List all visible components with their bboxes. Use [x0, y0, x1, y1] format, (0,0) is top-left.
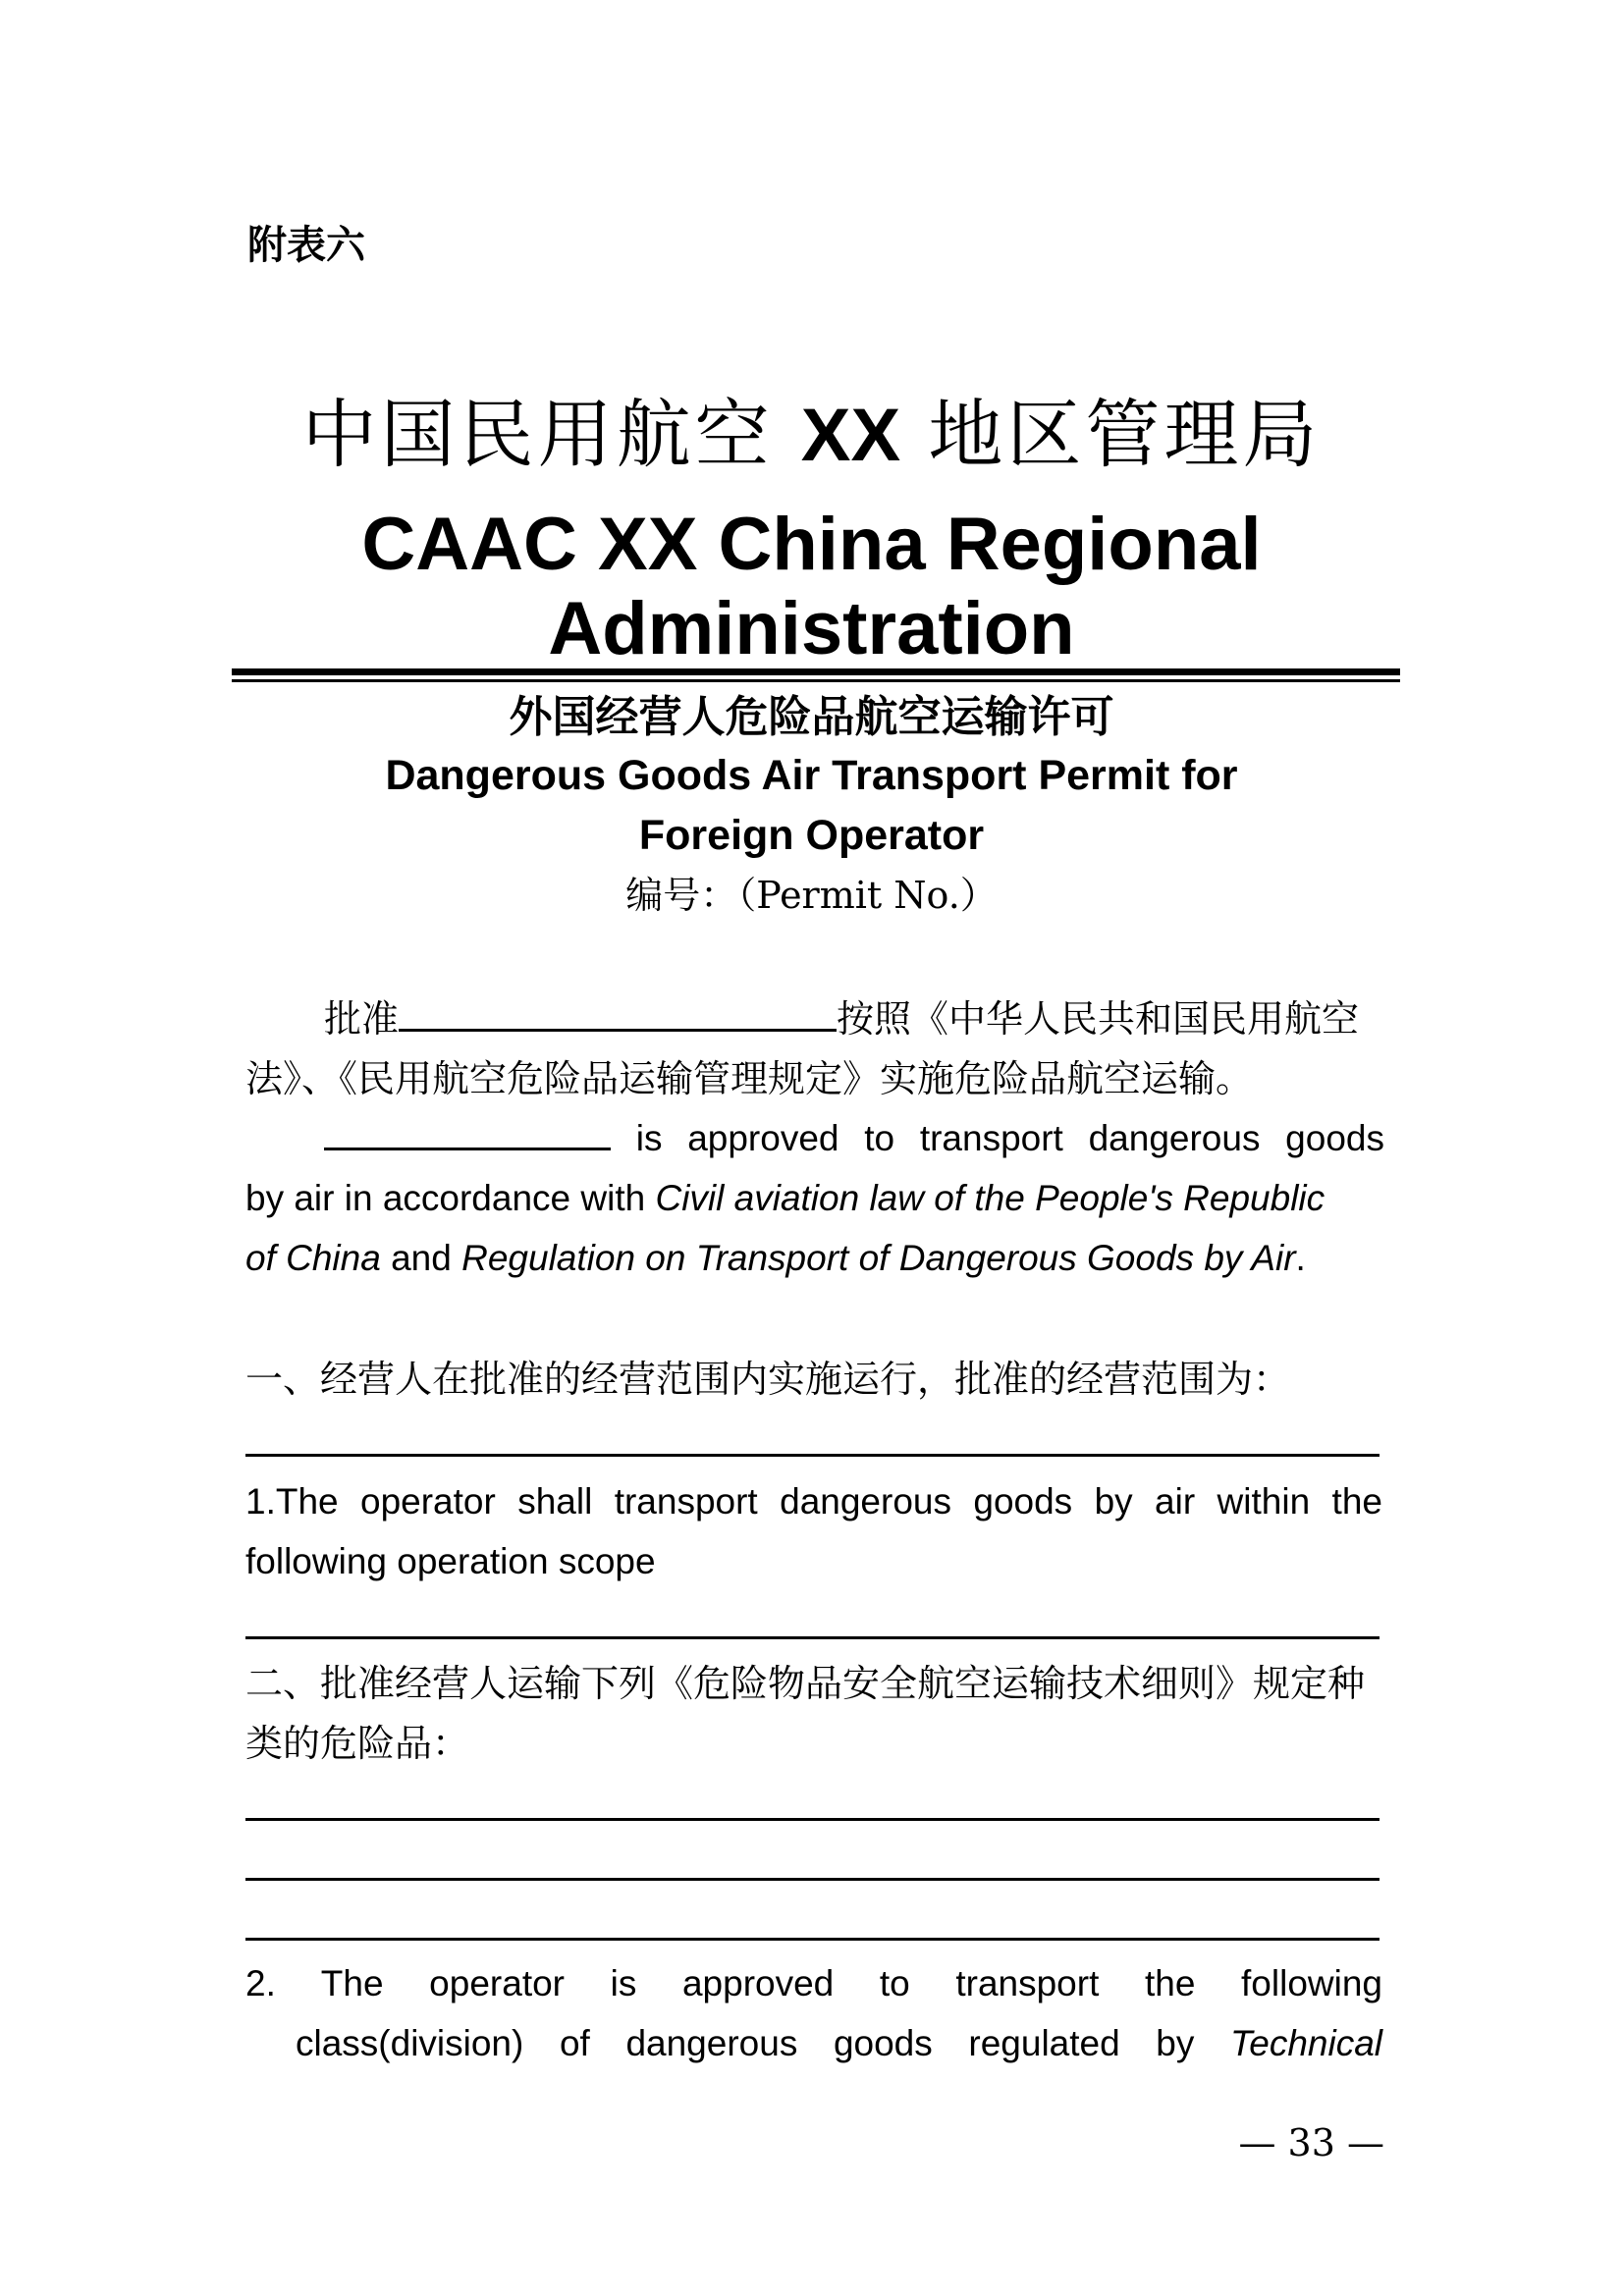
header-rule-thin: [232, 679, 1400, 682]
permit-title-en-line1: Dangerous Goods Air Transport Permit for: [385, 752, 1238, 799]
authority-title-en-line2: Administration: [548, 587, 1075, 670]
authority-title-cn: [0, 391, 1623, 480]
page-number-value: 33: [1287, 2121, 1335, 2164]
technical-instructions-title: Technical: [1230, 2023, 1382, 2063]
approval-cn-line1-suffix: 按照《中华人民共和国民用航空: [837, 997, 1360, 1041]
approval-en-line2-plain: by air in accordance with: [245, 1178, 656, 1218]
section1-en-blank-line[interactable]: [245, 1636, 1380, 1639]
section1-en-line1: 1.The operator shall transport dangerous goods by air within the: [245, 1481, 1382, 1522]
section2-en-line1: 2. The operator is approved to transport the following: [245, 1963, 1382, 2003]
section1-en-line2: following operation scope: [245, 1541, 656, 1581]
header-rule-thick: [232, 668, 1400, 675]
approval-en-line3-and: and: [380, 1238, 462, 1278]
appendix-label: 附表六: [247, 222, 365, 268]
approval-en-line1-suffix: is approved to transport dangerous goods: [611, 1118, 1384, 1158]
permit-number-label: 编号：（Permit No.）: [625, 874, 998, 917]
approval-en-line3-end: .: [1295, 1238, 1306, 1278]
permit-title-cn: 外国经营人危险品航空运输许可: [509, 692, 1114, 742]
authority-title-cn-part2: 地区管理局: [928, 391, 1322, 478]
permit-title-en-line2: Foreign Operator: [638, 812, 985, 859]
section2-blank-line-3[interactable]: [245, 1938, 1380, 1941]
section1-blank-line[interactable]: [245, 1454, 1380, 1457]
approval-en-line1: [324, 1111, 1384, 1166]
civil-aviation-law-title: Civil aviation law of the People's Republic: [655, 1178, 1325, 1218]
operator-name-blank-cn[interactable]: [399, 1029, 837, 1032]
authority-title-cn-xx: XX: [800, 394, 901, 477]
page-number: [1227, 2115, 1384, 2170]
approval-cn-prefix: 批准: [324, 997, 400, 1041]
section2-cn-line1: 二、批准经营人运输下列《危险物品安全航空运输技术细则》规定种: [245, 1662, 1366, 1705]
regulation-title: Regulation on Transport of Dangerous Goods by Air: [461, 1238, 1296, 1278]
section2-en-line2-plain: class(division) of dangerous goods regulated by: [296, 2023, 1231, 2063]
section2-blank-line-1[interactable]: [245, 1818, 1380, 1821]
section2-en-line2: [296, 2016, 1382, 2071]
page-number-dash-right: —: [1347, 2121, 1384, 2164]
approval-en-line3: [245, 1231, 1384, 1286]
section1-cn: 一、经营人在批准的经营范围内实施运行，批准的经营范围为：: [245, 1358, 1291, 1401]
operator-name-blank-en[interactable]: [324, 1148, 611, 1150]
page-number-dash-left: —: [1238, 2121, 1276, 2164]
section2-cn-line2: 类的危险品：: [245, 1722, 470, 1765]
authority-title-en-line1: CAAC XX China Regional: [361, 503, 1262, 586]
section2-blank-line-2[interactable]: [245, 1878, 1380, 1881]
law-title-continuation: of China: [245, 1238, 381, 1278]
approval-cn-line2: 法》、《民用航空危险品运输管理规定》实施危险品航空运输。: [245, 1057, 1254, 1100]
authority-title-cn-part1: 中国民用航空: [301, 391, 774, 478]
approval-cn-line1: [324, 991, 1384, 1046]
approval-en-line2: [245, 1171, 1384, 1226]
